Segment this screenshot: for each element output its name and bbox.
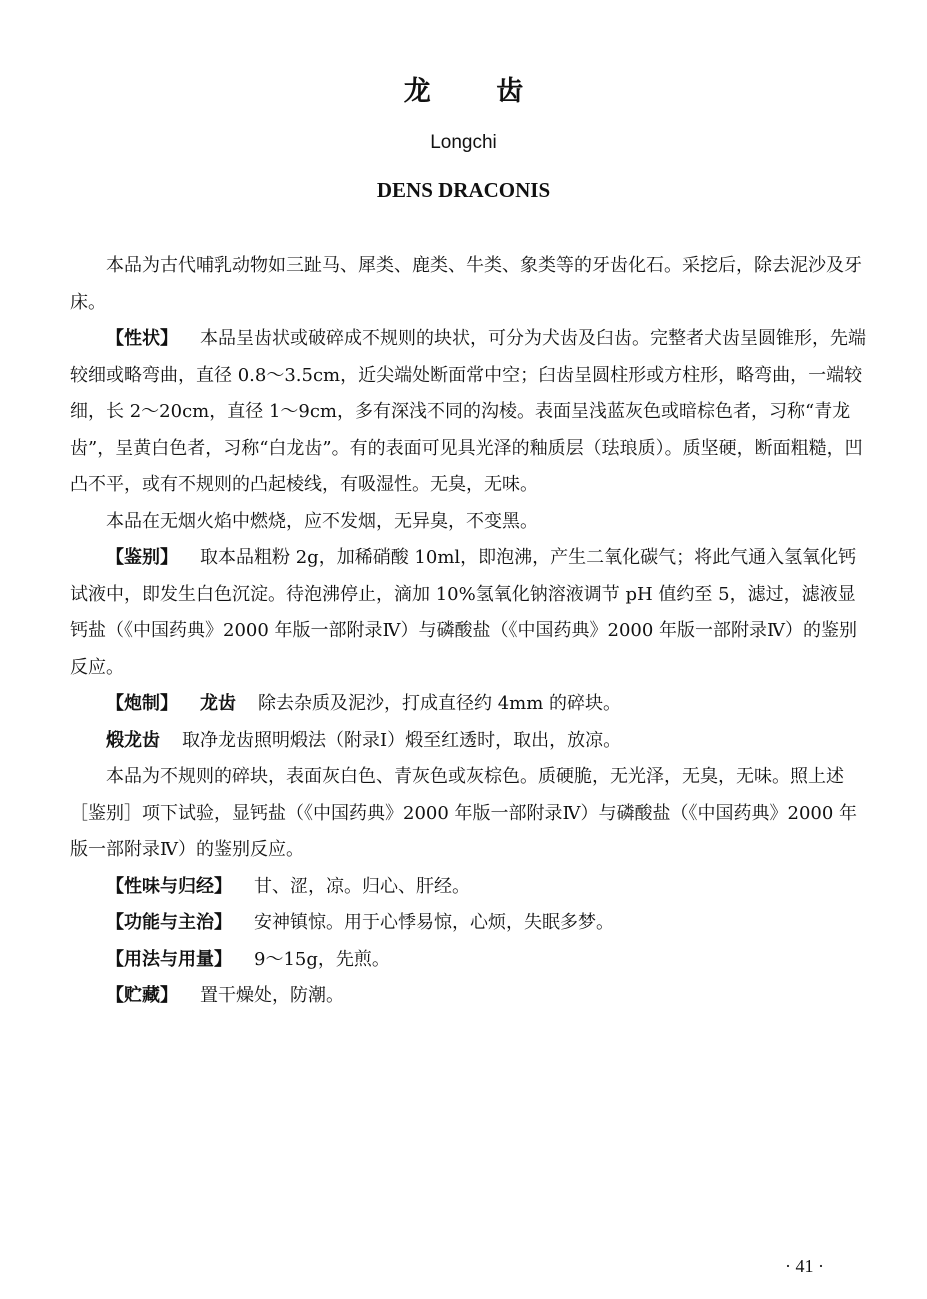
section-xingwei [70, 869, 870, 906]
monograph-header [0, 72, 927, 204]
section-xingzhuang [70, 321, 870, 504]
paozhi-sub-duanlongchi: 煅龙齿 [106, 729, 160, 751]
section-label-yongfa: 【用法与用量】 [106, 948, 232, 970]
section-text-zhucang: 置干燥处，防潮。 [200, 985, 344, 1006]
section-label-paozhi: 【炮制】 [106, 693, 178, 714]
title-chinese: 龙 齿 [403, 76, 552, 107]
paozhi-duanlongchi [70, 723, 870, 760]
section-jianbie [70, 540, 870, 686]
paozhi-sub-longchi: 龙齿 [200, 693, 236, 714]
section-label-zhucang: 【贮藏】 [106, 985, 178, 1006]
section-text-jianbie: 取本品粗粉 2g，加稀硝酸 10ml，即泡沸，产生二氧化碳气；将此气通入氢氧化钙试液中，即发生白色沉淀。待泡沸停止，滴加 10%氢氧化钠溶液调节 pH 值约至 5，滤过，滤液显钙盐（《中国药典》2000 年版一部附录Ⅳ）与磷酸盐（《中国药典》2000 年版一部附录Ⅳ）的鉴别反应。 [70, 547, 858, 678]
section-label-gongneng: 【功能与主治】 [106, 912, 232, 933]
section-zhucang [70, 978, 870, 1015]
section-label-xingwei: 【性味与归经】 [106, 875, 232, 897]
paozhi-text-longchi: 除去杂质及泥沙，打成直径约 4mm 的碎块。 [258, 693, 622, 714]
section-text-gongneng: 安神镇惊。用于心悸易惊，心烦，失眠多梦。 [254, 912, 614, 933]
paozhi-description: 本品为不规则的碎块，表面灰白色、青灰色或灰棕色。质硬脆，无光泽，无臭，无味。照上述［鉴别］项下试验，显钙盐（《中国药典》2000 年版一部附录Ⅳ）与磷酸盐（《中国药典》2000 年版一部附录Ⅳ）的鉴别反应。 [70, 766, 858, 860]
monograph-body [70, 248, 870, 1015]
page-number: · 41 · [785, 1256, 824, 1276]
title-pinyin: Longchi [430, 132, 497, 153]
section-yongfa [70, 942, 870, 979]
paozhi-text-duanlongchi: 取净龙齿照明煅法（附录Ⅰ）煅至红透时，取出，放凉。 [182, 729, 622, 751]
section-label-jianbie: 【鉴别】 [106, 547, 178, 568]
intro-paragraph: 本品为古代哺乳动物如三趾马、犀类、鹿类、牛类、象类等的牙齿化石。采挖后，除去泥沙及牙床。 [70, 255, 862, 313]
section-text-xingzhuang: 本品呈齿状或破碎成不规则的块状，可分为犬齿及臼齿。完整者犬齿呈圆锥形，先端较细或略弯曲，直径 0.8～3.5cm，近尖端处断面常中空；臼齿呈圆柱形或方柱形，略弯曲，一端较细，长 2～20cm，直径 1～9cm，多有深浅不同的沟棱。表面呈浅蓝灰色或暗棕色者，习称“青龙齿”，呈黄白色者，习称“白龙齿”。有的表面可见具光泽的釉质层（珐琅质）。质坚硬，断面粗糙，凹凸不平，或有不规则的凸起棱线，有吸湿性。无臭，无味。 [70, 328, 866, 495]
burn-test-paragraph: 本品在无烟火焰中燃烧，应不发烟，无异臭，不变黑。 [106, 510, 538, 532]
section-text-xingwei: 甘、涩，凉。归心、肝经。 [254, 875, 470, 897]
section-paozhi [70, 686, 870, 723]
section-gongneng [70, 905, 870, 942]
section-text-yongfa: 9～15g，先煎。 [254, 948, 390, 970]
title-latin: DENS DRACONIS [376, 178, 551, 202]
section-label-xingzhuang: 【性状】 [106, 328, 178, 349]
